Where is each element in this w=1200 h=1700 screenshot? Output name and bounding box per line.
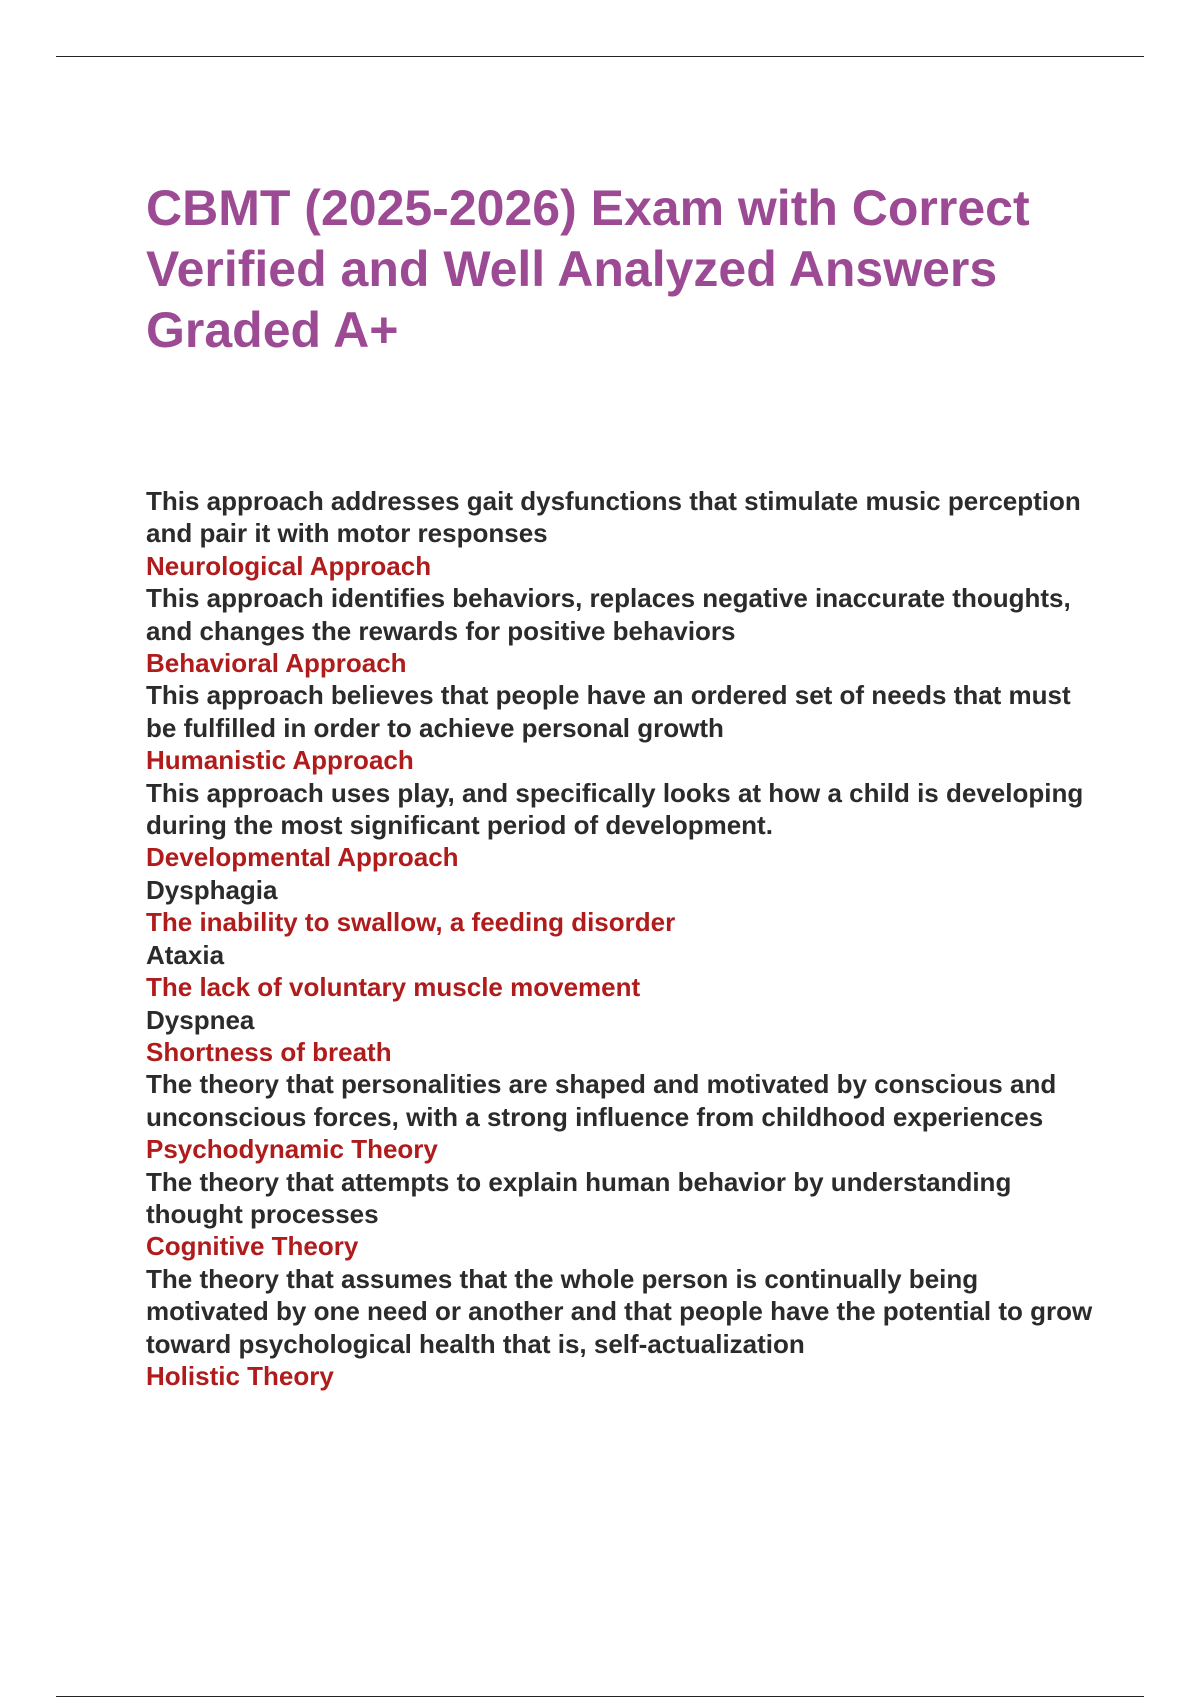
bottom-rule bbox=[56, 1696, 1144, 1697]
question-answer-list bbox=[146, 485, 1101, 1392]
answer-text: Behavioral Approach bbox=[146, 648, 407, 679]
answer-text: Shortness of breath bbox=[146, 1036, 392, 1067]
answer-text: Neurological Approach bbox=[146, 550, 432, 581]
answer-text: Psychodynamic Theory bbox=[146, 1134, 438, 1165]
question-text: The theory that assumes that the whole person is continually being motivated by one need or another and that people have the potential to grow toward psychological health that is, self-actualization bbox=[146, 1263, 1093, 1359]
question-text: This approach addresses gait dysfunctions that stimulate music perception and pair it with motor responses bbox=[146, 486, 1081, 549]
question-text: This approach believes that people have an ordered set of needs that must be fulfilled in order to achieve personal growth bbox=[146, 680, 1071, 743]
question-text: Ataxia bbox=[146, 939, 225, 970]
question-text: The theory that personalities are shaped and motivated by conscious and unconscious forces, with a strong influence from childhood experiences bbox=[146, 1069, 1057, 1132]
answer-text: Cognitive Theory bbox=[146, 1231, 359, 1262]
answer-text: The inability to swallow, a feeding disorder bbox=[146, 907, 676, 938]
answer-text: Developmental Approach bbox=[146, 842, 459, 873]
answer-text: Holistic Theory bbox=[146, 1360, 334, 1391]
question-text: This approach uses play, and specifically looks at how a child is developing during the most significant period of development. bbox=[146, 777, 1084, 841]
answer-text: The lack of voluntary muscle movement bbox=[146, 972, 641, 1003]
top-rule bbox=[56, 56, 1144, 57]
document-title: CBMT (2025-2026) Exam with Correct Verified and Well Analyzed Answers Graded A+ bbox=[146, 180, 1030, 358]
question-text: This approach identifies behaviors, replaces negative inaccurate thoughts, and changes the rewards for positive behaviors bbox=[146, 583, 1071, 646]
answer-text: Humanistic Approach bbox=[146, 745, 414, 776]
question-text: Dysphagia bbox=[146, 874, 278, 905]
question-text: The theory that attempts to explain human behavior by understanding thought processes bbox=[146, 1166, 1012, 1229]
question-text: Dyspnea bbox=[146, 1004, 255, 1035]
